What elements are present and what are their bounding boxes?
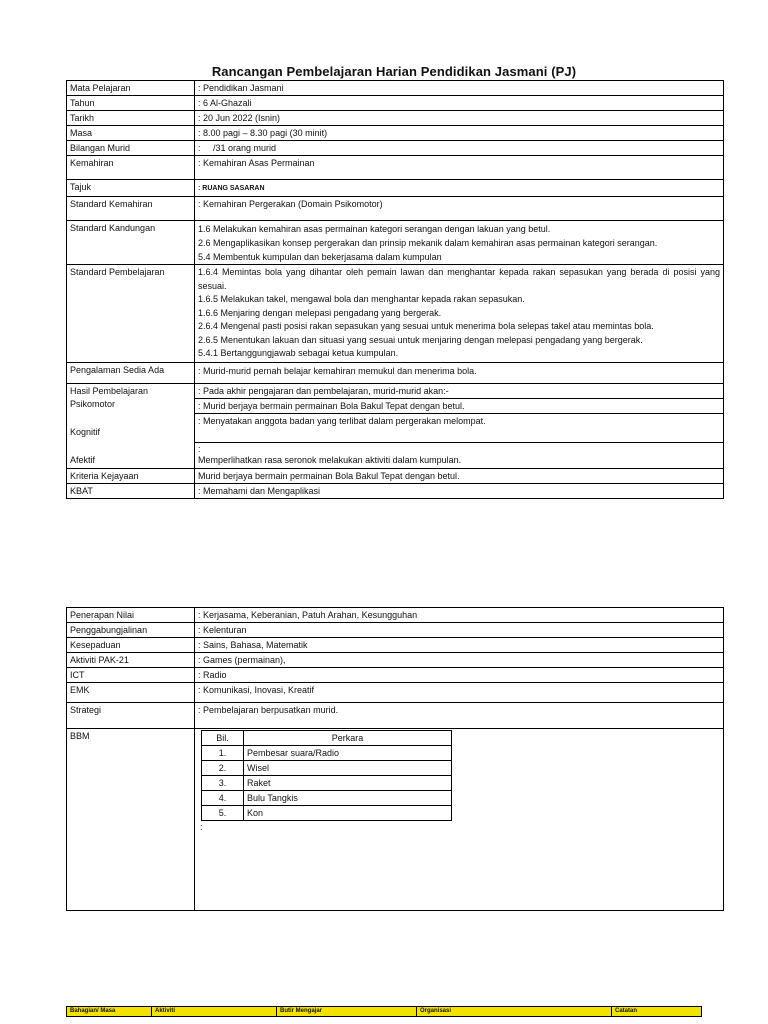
header-perkara: Perkara [244, 731, 452, 746]
materials-trailing: : [200, 822, 203, 832]
learning-standard-line: 1.6.6 Menjaring dengan melepasi pengadang yang bergerak. [198, 307, 442, 318]
row-label: Masa [67, 126, 195, 141]
activity-header-bar [66, 1006, 702, 1017]
table-row [67, 111, 724, 126]
table-row [67, 383, 724, 398]
header-aktiviti: Aktiviti [152, 1007, 277, 1016]
header-catatan: Catatan [615, 1008, 638, 1014]
learning-standard-line: 5.4.1 Bertanggungjawab sebagai ketua kumpulan. [198, 348, 399, 358]
learning-standard-line: 1.6.5 Melakukan takel, mengawal bola dan menghantar kepada rakan sepasukan. [198, 294, 525, 304]
materials-row [202, 776, 452, 791]
table-row [67, 608, 724, 623]
header-organisasi: Organisasi [417, 1007, 612, 1016]
row-value: : Sains, Bahasa, Matematik [195, 638, 724, 653]
materials-table [201, 730, 452, 821]
materials-header [202, 731, 452, 746]
psychomotor-label: Psikomotor [70, 398, 116, 409]
table-row [67, 638, 724, 653]
table-row [67, 703, 724, 729]
row-value: : Murid berjaya bermain permainan Bola Bakul Tepat dengan betul. [195, 398, 724, 413]
row-value: : Pembelajaran berpusatkan murid. [195, 703, 724, 729]
table-row [67, 265, 724, 363]
row-value: : Kerjasama, Keberanian, Patuh Arahan, Kesungguhan [195, 608, 724, 623]
materials-item: Kon [244, 806, 452, 821]
outcome-label: Hasil Pembelajaran [70, 385, 149, 396]
materials-item: Bulu Tangkis [244, 791, 452, 806]
table-row [67, 197, 724, 221]
row-value: : Pendidikan Jasmani [195, 81, 724, 96]
table-row [67, 483, 724, 498]
row-value: : 6 Al-Ghazali [195, 96, 724, 111]
table-row [67, 221, 724, 265]
row-value: : Murid-murid pernah belajar kemahiran memukul dan menerima bola. [195, 362, 724, 383]
row-label: EMK [67, 683, 195, 703]
row-value: : Pada akhir pengajaran dan pembelajaran, murid-murid akan:- [195, 383, 724, 398]
table-row [67, 141, 724, 156]
row-label: Penerapan Nilai [67, 608, 195, 623]
learning-standard-line: 1.6.4 Memintas bola yang dihantar oleh pemain lawan dan menghantar kepada rakan sepasukan yang berada di posisi yang sesuai. [198, 267, 720, 291]
table-row [67, 668, 724, 683]
table-row [67, 96, 724, 111]
page-title: Rancangan Pembelajaran Harian Pendidikan Jasmani (PJ) [211, 64, 577, 79]
table-row [67, 683, 724, 703]
lesson-info-table [66, 80, 724, 499]
row-label [67, 383, 195, 468]
row-value: : Games (permainan), [195, 653, 724, 668]
table-row [67, 623, 724, 638]
table-row [67, 653, 724, 668]
row-label: Bilangan Murid [67, 141, 195, 156]
row-label: Mata Pelajaran [67, 81, 195, 96]
row-value: : Kelenturan [195, 623, 724, 638]
row-value [195, 265, 724, 363]
materials-row [202, 746, 452, 761]
materials-bil: 4. [202, 791, 244, 806]
materials-bil: 5. [202, 806, 244, 821]
materials-item: Pembesar suara/Radio [244, 746, 452, 761]
learning-standard-line: 2.6.4 Mengenal pasti posisi rakan sepasukan yang sesuai untuk menerima bola selepas takel atau memintas bola. [198, 321, 654, 331]
row-label: Aktiviti PAK-21 [67, 653, 195, 668]
header-isi: Butir Mengajar [277, 1007, 417, 1016]
table-row [67, 81, 724, 96]
row-label: ICT [67, 668, 195, 683]
row-label: Standard Kandungan [67, 221, 195, 265]
affective-label: Afektif [70, 454, 96, 465]
row-label: Tajuk [67, 180, 195, 197]
table-row [67, 180, 724, 197]
table-row [67, 468, 724, 483]
table-row [67, 126, 724, 141]
affective-value: Memperlihatkan rasa seronok melakukan aktiviti dalam kumpulan. [198, 454, 462, 465]
materials-row [202, 761, 452, 776]
row-value [195, 442, 724, 468]
row-value: : Memahami dan Mengaplikasi [195, 483, 724, 498]
row-label: Pengalaman Sedia Ada [67, 362, 195, 383]
row-value: Murid berjaya bermain permainan Bola Bakul Tepat dengan betul. [195, 468, 724, 483]
row-label: BBM [67, 729, 195, 911]
materials-row [202, 791, 452, 806]
row-label: Kemahiran [67, 156, 195, 180]
learning-standard-line: 2.6.5 Menentukan lakuan dan situasi yang sesuai untuk menjaring dengan melepasi pengadang yang bergerak. [198, 334, 643, 345]
table-row [67, 362, 724, 383]
content-standard-line: 5.4 Membentuk kumpulan dan bekerjasama dalam kumpulan [198, 252, 442, 262]
row-value: : Komunikasi, Inovasi, Kreatif [195, 683, 724, 703]
affective-colon: : [198, 443, 201, 454]
materials-bil: 1. [202, 746, 244, 761]
row-label: Standard Pembelajaran [67, 265, 195, 363]
row-label: Kesepaduan [67, 638, 195, 653]
lesson-extras-table [66, 607, 724, 911]
row-value: : Kemahiran Asas Permainan [195, 156, 724, 180]
row-value [195, 221, 724, 265]
row-label: Penggabungjalinan [67, 623, 195, 638]
row-value: : Kemahiran Pergerakan (Domain Psikomotor) [195, 197, 724, 221]
row-label: KBAT [67, 483, 195, 498]
table-row [67, 729, 724, 911]
content-standard-line: 1.6 Melakukan kemahiran asas permainan kategori serangan dengan lakuan yang betul. [198, 224, 551, 234]
row-label: Tarikh [67, 111, 195, 126]
row-value: : Menyatakan anggota badan yang terlibat dalam pergerakan melompat. [195, 414, 724, 443]
materials-bil: 3. [202, 776, 244, 791]
cognitive-label: Kognitif [70, 426, 101, 437]
row-label: Tahun [67, 96, 195, 111]
row-value: : /31 orang murid [195, 141, 724, 156]
row-label: Standard Kemahiran [67, 197, 195, 221]
content-standard-line: 2.6 Mengaplikasikan konsep pergerakan dan prinsip mekanik dalam kemahiran asas permainan kategori serangan. [198, 238, 658, 248]
row-label: Strategi [67, 703, 195, 729]
header-bil: Bil. [202, 731, 244, 746]
materials-bil: 2. [202, 761, 244, 776]
header-bahagian: Bahagian/ Masa [67, 1007, 152, 1016]
materials-item: Wisel [244, 761, 452, 776]
table-row [67, 156, 724, 180]
row-value: : Radio [195, 668, 724, 683]
row-value: : 20 Jun 2022 (Isnin) [195, 111, 724, 126]
row-value [195, 180, 724, 197]
row-value: : 8.00 pagi – 8.30 pagi (30 minit) [195, 126, 724, 141]
row-value [195, 729, 724, 911]
materials-item: Raket [244, 776, 452, 791]
topic-value: : RUANG SASARAN [198, 185, 265, 192]
materials-row [202, 806, 452, 821]
row-label: Kriteria Kejayaan [67, 468, 195, 483]
